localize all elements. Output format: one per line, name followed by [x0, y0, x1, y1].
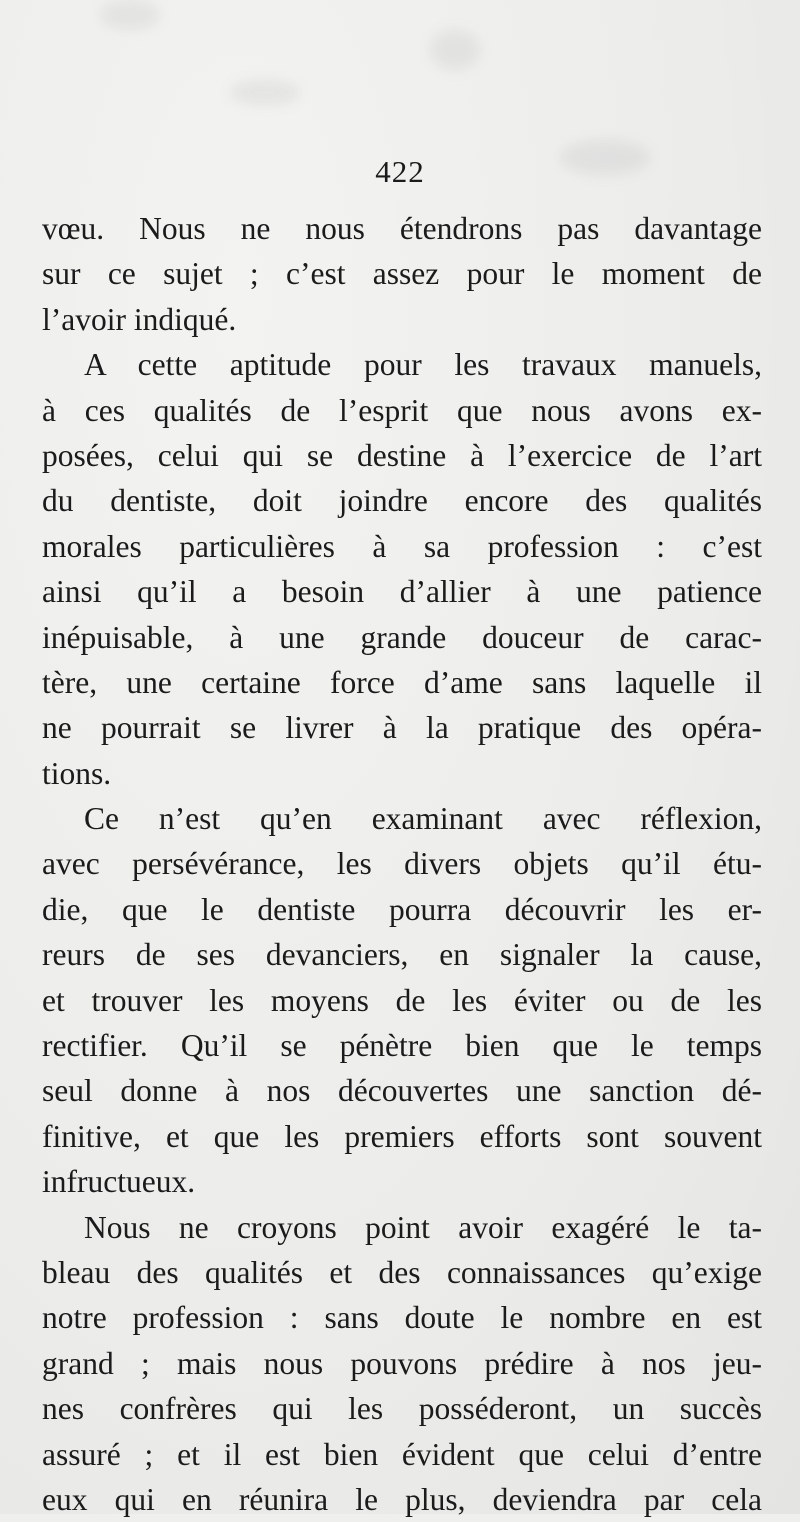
text-line: notre profession : sans doute le nombre en est — [42, 1300, 762, 1336]
text-line: tions. — [42, 755, 112, 791]
text-line: assuré ; et il est bien évident que celui d’entre — [42, 1436, 762, 1472]
text-line: eux qui en réunira le plus, deviendra par cela — [42, 1481, 762, 1517]
text-line: morales particulières à sa profession : c’est — [42, 528, 762, 564]
text-line: reurs de ses devanciers, en signaler la cause, — [42, 937, 762, 973]
text-line: sur ce sujet ; c’est assez pour le moment de — [42, 256, 762, 292]
paper-stain — [100, 0, 160, 30]
text-line: A cette aptitude pour les travaux manuels, — [84, 347, 762, 383]
text-line: avec persévérance, les divers objets qu’il étu- — [42, 846, 762, 882]
text-line: finitive, et que les premiers efforts sont souvent — [42, 1118, 762, 1154]
text-line: grand ; mais nous pouvons prédire à nos jeu- — [42, 1345, 762, 1381]
text-line: inépuisable, à une grande douceur de carac- — [42, 619, 762, 655]
text-line: posées, celui qui se destine à l’exercice de l’art — [42, 437, 762, 473]
text-line: du dentiste, doit joindre encore des qualités — [42, 483, 762, 519]
text-line: ainsi qu’il a besoin d’allier à une patience — [42, 574, 762, 610]
text-line: rectifier. Qu’il se pénètre bien que le temps — [42, 1028, 762, 1064]
body-text — [42, 206, 762, 1522]
paper-stain — [430, 30, 480, 70]
text-line: die, que le dentiste pourra découvrir les er- — [42, 891, 762, 927]
text-line: Ce n’est qu’en examinant avec réflexion, — [84, 801, 762, 837]
text-line: bleau des qualités et des connaissances qu’exige — [42, 1254, 762, 1290]
text-line: vœu. Nous ne nous étendrons pas davantage — [42, 211, 762, 246]
text-line: ne pourrait se livrer à la pratique des opéra- — [42, 710, 762, 746]
text-line: tère, une certaine force d’ame sans laquelle il — [42, 664, 762, 700]
text-line: l’avoir indiqué. — [42, 301, 237, 337]
text-line: nes confrères qui les posséderont, un succès — [42, 1391, 762, 1427]
text-line: Nous ne croyons point avoir exagéré le ta- — [84, 1209, 762, 1245]
text-line: infructueux. — [42, 1164, 196, 1200]
paper-stain — [230, 80, 300, 105]
text-line: seul donne à nos découvertes une sanction dé- — [42, 1073, 762, 1109]
page-number: 422 — [375, 154, 425, 189]
text-line: et trouver les moyens de les éviter ou de les — [42, 982, 762, 1018]
text-line: à ces qualités de l’esprit que nous avons ex- — [42, 392, 762, 428]
